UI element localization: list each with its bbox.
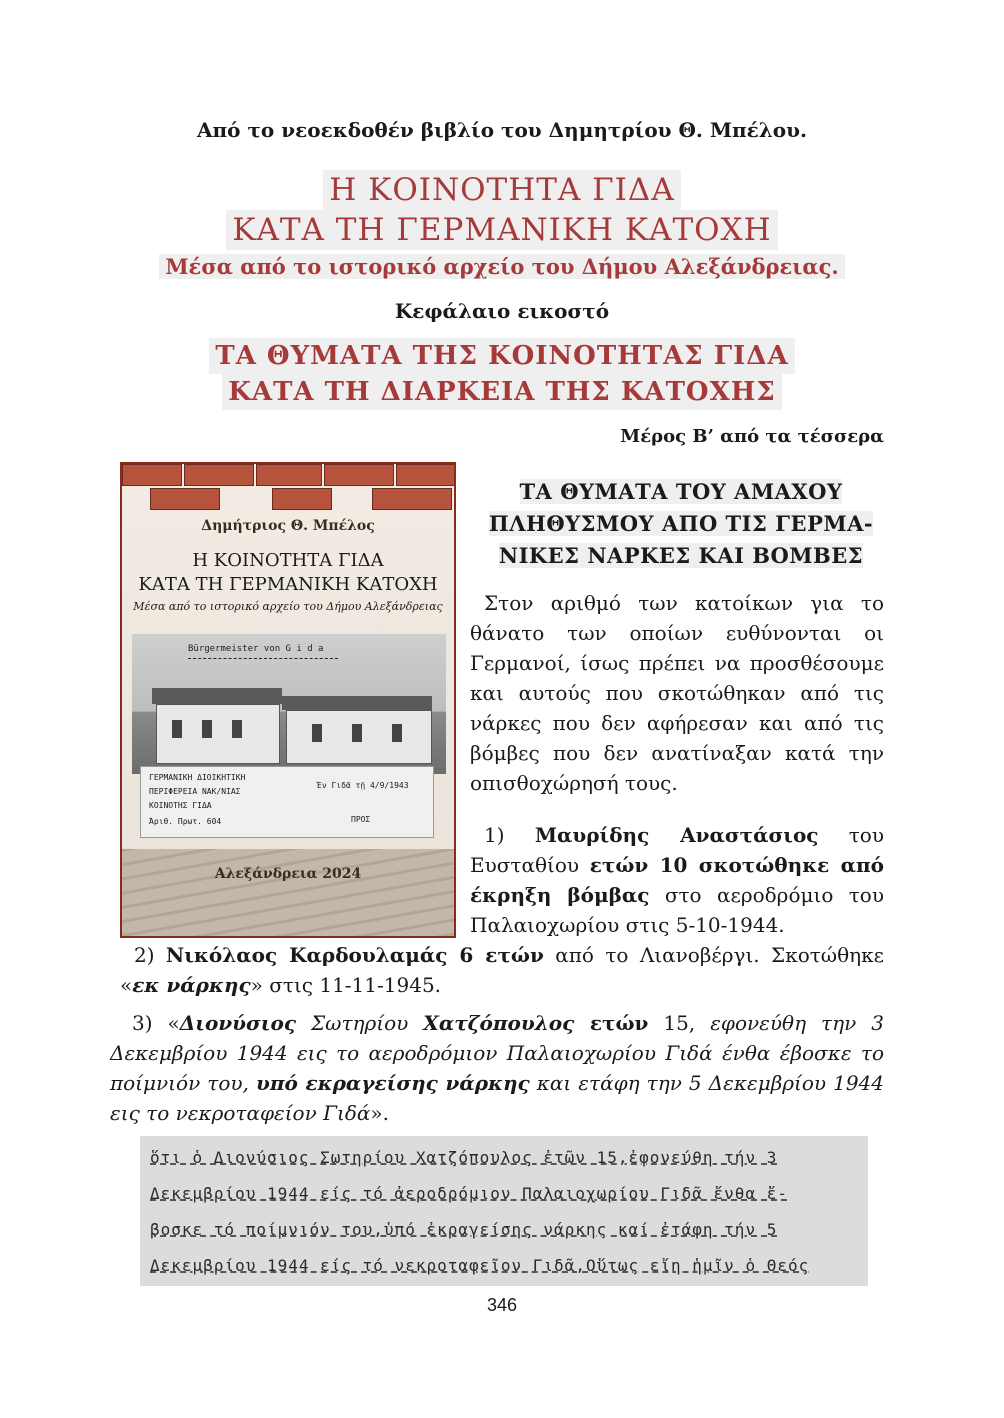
book-title (0, 170, 1004, 250)
archive-document-scan (140, 1136, 868, 1286)
cover-document-stamp: ΓΕΡΜΑΝΙΚΗ ΔΙΟΙΚΗΤΙΚΗ ΠΕΡΙΦΕΡΕΙΑ ΝΑΚ/ΝΙΑΣ ΚΟΙΝΟΤΗΣ ΓΙΔΑ Άριθ. Πρωτ. 604 Έν Γιδᾶ τῇ 4/9/1943 ΠΡΟΣ (140, 766, 434, 838)
paragraph-victim-2: 2) Νικόλαος Καρδουλαμάς 6 ετών από το Λιανοβέργι. Σκοτώθηκε «εκ νάρκης» στις 11-11-1945. (120, 943, 884, 997)
cover-title-line2: ΚΑΤΑ ΤΗ ΓΕΡΜΑΝΙΚΗ ΚΑΤΟΧΗ (138, 574, 438, 595)
scan-line-1: ὅτι ὁ Διονύσιος Σωτηρίου Χατζόπουλος ἐτῶν 15,ἐφονεύθη τήν 3 (150, 1148, 778, 1167)
intro-line: Από το νεοεκδοθέν βιβλίο του Δημητρίου Θ. Μπέλου. (197, 118, 807, 142)
paragraph-intro: Στον αριθμό των κατοίκων για το θάνατο των οποίων ευθύνονται οι Γερμανοί, ίσως πρέπει να προσθέσουμε και αυτούς που σκοτώθηκαν από τις νάρκες που δεν αφήρεσαν και από τις βόμβες που δεν ανατίναξαν κατά την οπισθοχώρησή τους. (470, 591, 884, 795)
cover-place-year: Αλεξάνδρεια 2024 (214, 866, 362, 882)
cover-photo (132, 634, 446, 774)
cover-title-line1: Η ΚΟΙΝΟΤΗΤΑ ΓΙΔΑ (192, 550, 384, 571)
page-number: 346 (486, 1295, 518, 1315)
chapter-title-line1: ΤΑ ΘΥΜΑΤΑ ΤΗΣ ΚΟΙΝΟΤΗΤΑΣ ΓΙΔΑ (209, 338, 794, 374)
part-label: Μέρος Β’ από τα τέσσερα (620, 426, 884, 447)
scan-line-3: βοσκε τό ποίμνιόν του,ὑπό ἐκραγείσης νάρκης καί ἐτάφη τήν 5 (150, 1220, 778, 1239)
cover-sign: Bürgermeister von G i d a (188, 644, 338, 659)
book-title-line1: Η ΚΟΙΝΟΤΗΤΑ ΓΙΔΑ (323, 170, 680, 210)
chapter-title-line2: ΚΑΤΑ ΤΗ ΔΙΑΡΚΕΙΑ ΤΗΣ ΚΑΤΟΧΗΣ (222, 374, 781, 410)
chapter-title (0, 338, 1004, 410)
book-title-line2: ΚΑΤΑ ΤΗ ΓΕΡΜΑΝΙΚΗ ΚΑΤΟΧΗ (226, 210, 777, 250)
cover-author: Δημήτριος Θ. Μπέλος (201, 518, 375, 534)
book-cover-image (120, 462, 456, 938)
section-heading: ΤΑ ΘΥΜΑΤΑ ΤΟΥ ΑΜΑΧΟΥ ΠΛΗΘΥΣΜΟΥ ΑΠΟ ΤΙΣ ΓΕΡΜΑ- ΝΙΚΕΣ ΝΑΡΚΕΣ ΚΑΙ ΒΟΜΒΕΣ (488, 479, 874, 568)
book-subtitle: Μέσα από το ιστορικό αρχείο του Δήμου Αλεξάνδρειας. (0, 254, 1004, 279)
cover-subtitle: Μέσα από το ιστορικό αρχείο του Δήμου Αλεξάνδρειας (133, 600, 443, 613)
scan-line-2: Δεκεμβρίου 1944 είς τό ἀεροδρόμιον Παλαιοχωρίου Γιδᾶ ἔνθα ἔ- (150, 1184, 788, 1203)
scan-line-4: Δεκεμβρίου 1944 είς τό νεκροταφεῖον Γιδᾶ,Οὕτως εἴη ἡμῖν ὁ Θεός (150, 1256, 810, 1275)
paragraph-victim-1: 1) Μαυρίδης Αναστάσιος του Ευσταθίου ετών 10 σκοτώθηκε από έκρηξη βόμβας στο αεροδρόμιο του Παλαιοχωρίου στις 5-10-1944. (470, 823, 885, 937)
chapter-label: Κεφάλαιο εικοστό (394, 299, 610, 323)
paragraph-victim-3: 3) «Διονύσιος Σωτηρίου Χατζόπουλος ετών 15, εφονεύθη την 3 Δεκεμβρίου 1944 εις το αεροδρόμιον Παλαιοχωρίου Γιδά ένθα έβοσκε το ποίμνιόν του, υπό εκραγείσης νάρκης και ετάφη την 5 Δεκεμβρίου 1944 εις το νεκροταφείον Γιδά». (110, 1011, 885, 1125)
